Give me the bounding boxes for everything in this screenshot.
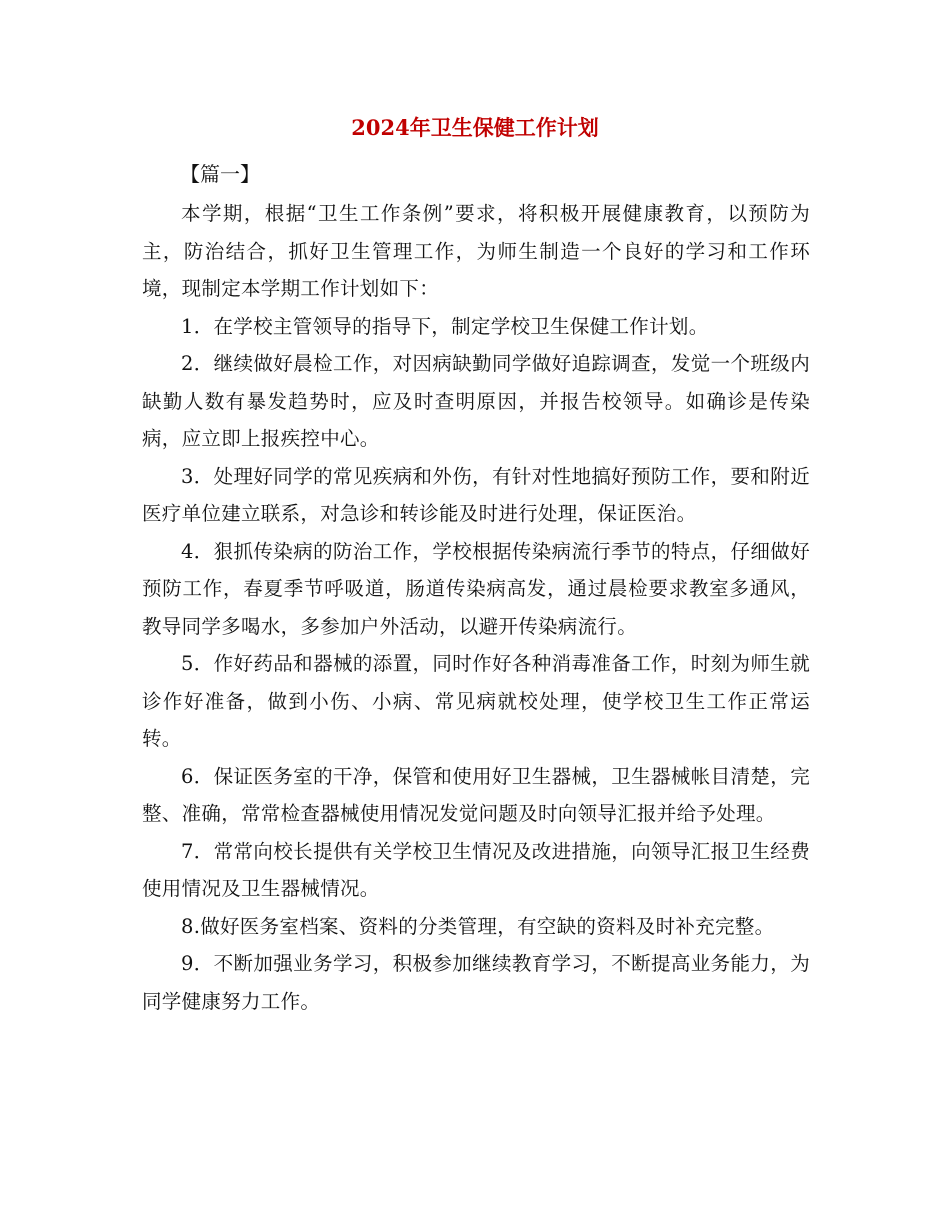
section-label: 【篇一】 [180,162,260,186]
plan-item-2: 2．继续做好晨检工作，对因病缺勤同学做好追踪调查，发觉一个班级内缺勤人数有暴发趋势时，应及时查明原因，并报告校领导。如确诊是传染病，应立即上报疾控中心。 [142,352,810,450]
document-body [142,195,810,1020]
plan-item-9: 9．不断加强业务学习，积极参加继续教育学习，不断提高业务能力，为同学健康努力工作。 [142,952,810,1013]
plan-item-4: 4．狠抓传染病的防治工作，学校根据传染病流行季节的特点，仔细做好预防工作，春夏季节呼吸道，肠道传染病高发，通过晨检要求教室多通风，教导同学多喝水，多参加户外活动，以避开传染病流行。 [142,539,810,638]
plan-item-1: 1．在学校主管领导的指导下，制定学校卫生保健工作计划。 [181,314,709,338]
plan-item-6: 6．保证医务室的干净，保管和使用好卫生器械，卫生器械帐目清楚，完整、准确，常常检查器械使用情况发觉问题及时向领导汇报并给予处理。 [142,764,810,825]
plan-item-7: 7．常常向校长提供有关学校卫生情况及改进措施，向领导汇报卫生经费使用情况及卫生器械情况。 [142,839,810,900]
page-title: 2024年卫生保健工作计划 [351,115,599,140]
plan-item-3: 3．处理好同学的常见疾病和外伤，有针对性地搞好预防工作，要和附近医疗单位建立联系，对急诊和转诊能及时进行处理，保证医治。 [142,464,810,525]
plan-item-8: 8.做好医务室档案、资料的分类管理，有空缺的资料及时补充完整。 [181,914,775,938]
intro-paragraph: 本学期，根据“卫生工作条例”要求，将积极开展健康教育，以预防为主，防治结合，抓好卫生管理工作，为师生制造一个良好的学习和工作环境，现制定本学期工作计划如下： [142,202,810,300]
plan-item-5: 5．作好药品和器械的添置，同时作好各种消毒准备工作，时刻为师生就诊作好准备，做到小伤、小病、常见病就校处理，使学校卫生工作正常运转。 [142,652,810,750]
